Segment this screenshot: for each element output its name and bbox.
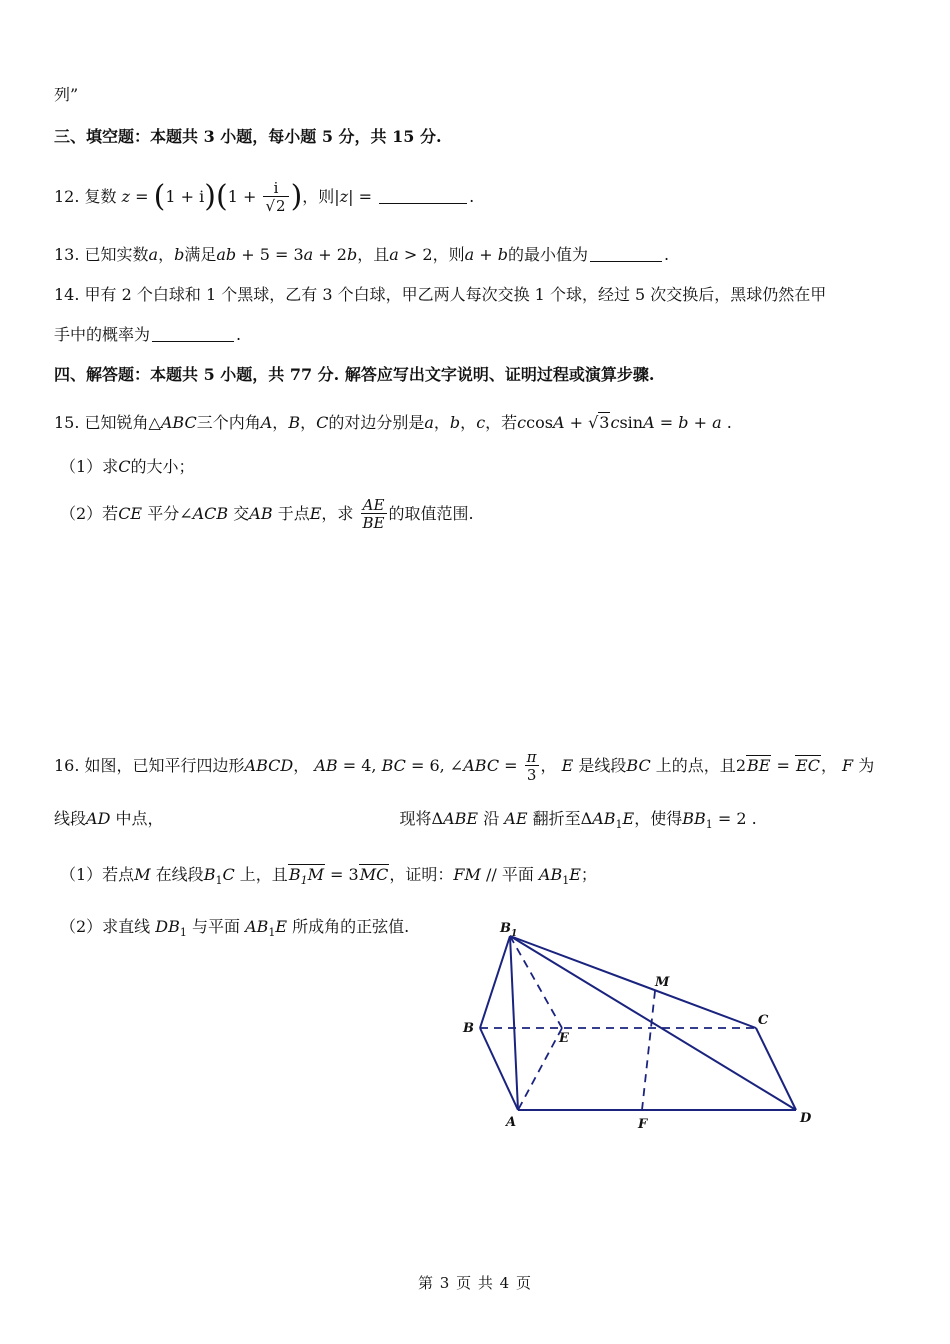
- question-16-part-1: （1）若点M 在线段$B_1C$ 上，且$B_1M = 3MC$，证明：FM // 平面 $AB_1E$；: [60, 865, 597, 888]
- edge-B-A: [480, 1028, 518, 1110]
- edge-C-B1: [510, 936, 756, 1028]
- edge-B1-D: [510, 936, 796, 1110]
- section-4-header: 四、解答题：本题共 5 小题，共 77 分. 解答应写出文字说明、证明过程或演算步骤.: [54, 365, 655, 384]
- page-footer: 第 3 页 共 4 页: [418, 1274, 532, 1292]
- edge-E-A: [518, 1028, 562, 1110]
- edge-B1-A: [510, 936, 518, 1110]
- question-16: 16. 如图，已知平行四边形ABCD， AB = 4, BC = 6, ∠ABC = $\frac{\pi}{3}$ ， E 是线段BC 上的点，且2BE = EC， F 为: [54, 748, 875, 784]
- question-15-part-1: （1）求C的大小；: [60, 457, 195, 476]
- question-13: 13. 已知实数a，b满足ab + 5 = 3a + 2b，且a > 2，则a + b的最小值为 .: [54, 245, 670, 264]
- label-M: M: [655, 975, 670, 990]
- edge-F-M: [642, 991, 655, 1110]
- label-F: F: [638, 1117, 648, 1132]
- edge-B1-E: [510, 936, 562, 1028]
- answer-blank-13[interactable]: [590, 245, 662, 262]
- edge-B1-B: [480, 936, 510, 1028]
- question-14-line-1: 14. 甲有 2 个白球和 1 个黑球，乙有 3 个白球，甲乙两人每次交换 1 个球，经过 5 次交换后，黑球仍然在甲: [54, 285, 827, 304]
- label-C: C: [758, 1013, 769, 1028]
- question-15: 15. 已知锐角△ABC三个内角A，B，C的对边分别是a，b，c，若ccosA + √3csinA = b + a .: [54, 413, 732, 432]
- label-D: D: [800, 1111, 812, 1126]
- question-16-line-2: 线段AD 中点， 现将ΔABE 沿 AE 翻折至$\Delta AB_1E$，使得$BB_1 = 2$ .: [54, 809, 757, 832]
- label-A: A: [506, 1115, 517, 1130]
- continued-text: 列”: [54, 85, 79, 104]
- question-15-part-2: （2）若CE 平分∠ACB 交AB 于点E，求 $\frac{AE}{BE}$ 的取值范围.: [60, 496, 474, 532]
- geometry-figure: [450, 910, 830, 1140]
- section-3-header: 三、填空题：本题共 3 小题，每小题 5 分，共 15 分.: [54, 127, 442, 146]
- question-16-part-2: （2）求直线 $DB_1$ 与平面 $AB_1E$ 所成角的正弦值.: [60, 917, 410, 940]
- question-12: 12. 复数 z = (1 + i)(1 + $\frac{i}{√2}$ )，则|z| = .: [54, 179, 475, 215]
- label-B: B: [463, 1021, 474, 1036]
- label-B1: $B_1$: [500, 921, 518, 939]
- label-E: E: [559, 1031, 569, 1046]
- question-14-line-2: 手中的概率为 .: [54, 325, 242, 344]
- answer-blank-12[interactable]: [379, 187, 467, 204]
- answer-blank-14[interactable]: [152, 325, 234, 342]
